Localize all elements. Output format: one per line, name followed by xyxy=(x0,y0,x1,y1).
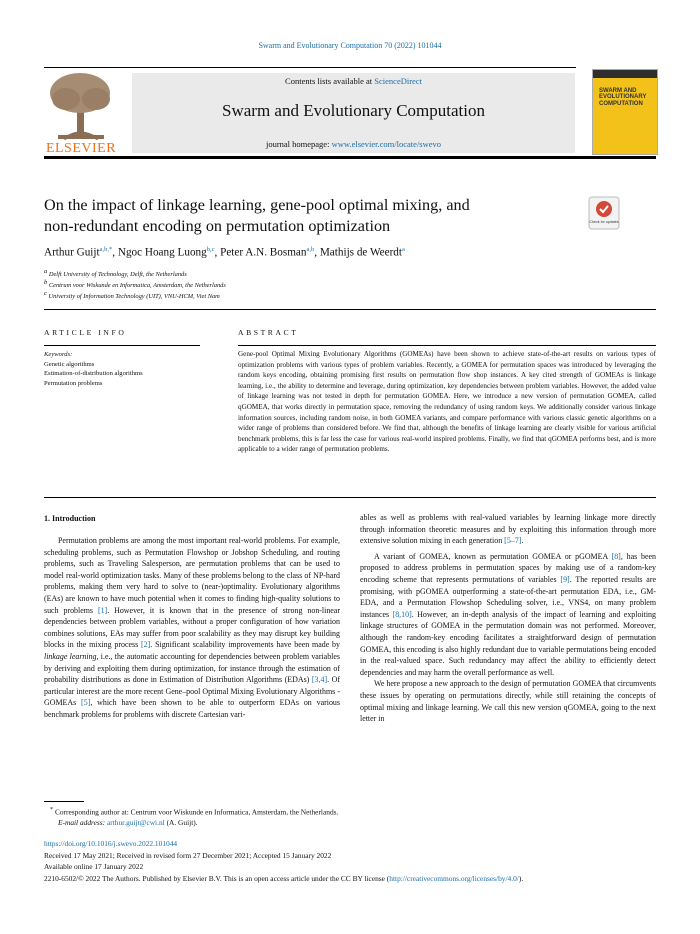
reference-link[interactable]: [3,4] xyxy=(311,675,328,685)
affiliation-text: Delft University of Technology, Delft, the Netherlands xyxy=(48,271,187,279)
text-run: . However, an in-depth analysis of the impact of learning and exploiting linkage structures of GOMEA in the permutation domain was not performed. Moreover, although the random-key encoding facilitates a straightforward design of permutation GOMEA, this encoding is also highly redundant due to variable permutations being encoded in the real-valued space. Such redundancy may affect the ability to efficiently detect dependencies and may harm the overall performance as well. xyxy=(360,609,656,677)
author-list xyxy=(44,246,604,259)
affiliation-mark: a xyxy=(44,268,48,275)
keyword: Estimation-of-distribution algorithms xyxy=(44,370,143,378)
cover-band xyxy=(593,70,657,78)
cover-title: SWARM AND EVOLUTIONARY COMPUTATION xyxy=(599,88,647,107)
author-affil-mark[interactable]: a,b xyxy=(306,246,315,253)
affiliation-text: Centrum voor Wiskunde en Informatica, Amsterdam, the Netherlands xyxy=(48,282,226,290)
corresponding-author-note: Corresponding author at: Centrum voor Wiskunde en Informatica, Amsterdam, the Netherlands. xyxy=(54,807,339,817)
keywords-label: Keywords: xyxy=(44,351,73,358)
title-line-2: non-redundant encoding on permutation optimization xyxy=(44,217,391,235)
footnote-rule xyxy=(44,801,84,802)
author-affil-mark[interactable]: b,c xyxy=(206,246,215,253)
reference-link[interactable]: [8,10] xyxy=(392,609,412,619)
email-suffix: (A. Guijt). xyxy=(164,818,198,828)
affiliation-text: University of Information Technology (UIT), VNU-HCM, Viet Nam xyxy=(48,293,220,301)
check-for-updates-label: Check for updates xyxy=(589,220,619,224)
paragraph: We here propose a new approach to the design of permutation GOMEA that circumvents these issues by operating on permutations directly, while still retaining the concepts of optimal mixing and linkage learning. We call this new version qGOMEA, going to the next letter in xyxy=(360,679,656,724)
license-link[interactable]: http://creativecommons.org/licenses/by/4.0/ xyxy=(389,873,519,883)
author-name[interactable]: Arthur Guijt xyxy=(44,246,100,259)
keyword: Genetic algorithms xyxy=(44,360,95,368)
publisher-logo-text: ELSEVIER xyxy=(45,141,117,156)
text-run: ables as well as problems with real-valued variables by learning linkage more directly through information theoretic measures and by exploiting this information through more extensive solution mixing in each generation xyxy=(360,513,656,546)
author-affil-mark[interactable]: a,b,* xyxy=(99,246,113,253)
divider xyxy=(44,309,656,310)
author-sep: , xyxy=(112,246,118,259)
available-online: Available online 17 January 2022 xyxy=(44,862,144,871)
reference-link[interactable]: [5–7] xyxy=(504,536,522,546)
doi-link[interactable]: https://doi.org/10.1016/j.swevo.2022.101044 xyxy=(44,839,178,848)
text-run: , which have been shown to be able to outperform EDAs on various benchmark problems for problems with discrete Cartesian vari- xyxy=(44,698,340,719)
author-name[interactable]: Mathijs de Weerdt xyxy=(319,246,403,259)
keywords-block xyxy=(44,350,204,388)
author-sep: , xyxy=(214,246,221,259)
text-run: Permutation problems are among the most important real-world problems. For example, scheduling problems, such as Permutation Flowshop or Jobshop Scheduling, and routing problems, such as Traveling Salesperson, are permutation problems that can be used to model real-world optimization tasks. Many of these problems belong to the class of NP-hard problems, making them very hard to solve to (near-)optimality. Evolutionary algorithms (EAs) are known to have much potential when it comes to finding high-quality solutions to such problems xyxy=(44,536,340,615)
affiliation-mark: b xyxy=(44,279,48,286)
reference-link[interactable]: [8] xyxy=(611,551,621,561)
header-rule-bottom xyxy=(44,156,656,159)
license-suffix: ). xyxy=(518,873,524,883)
footnote-mark: * xyxy=(50,807,54,813)
reference-link[interactable]: [5] xyxy=(81,698,91,708)
text-run: , i.e., the automatic accounting for dependencies between problem variables by deriving and exploiting them during optimization, for instance through the estimation of probability distributions as done in Estimation of Distribution Algorithms (EDAs) xyxy=(44,651,340,685)
affiliation xyxy=(44,290,644,300)
paragraph xyxy=(360,512,656,547)
journal-citation[interactable]: Swarm and Evolutionary Computation 70 (2022) 101044 xyxy=(258,41,442,50)
section-heading-introduction: 1. Introduction xyxy=(44,514,96,523)
text-run: . Of particular interest are the more recent Gene–pool Optimal Mixing Evolutionary Algorithms - GOMEAs xyxy=(44,675,340,708)
right-column xyxy=(360,512,656,725)
divider xyxy=(44,497,656,498)
footnote xyxy=(50,805,650,828)
affiliation xyxy=(44,268,644,278)
journal-cover-thumbnail[interactable] xyxy=(592,69,658,155)
journal-title: Swarm and Evolutionary Computation xyxy=(222,101,485,120)
article-title xyxy=(44,195,564,237)
license-text: 2210-6502/© 2022 The Authors. Published by Elsevier B.V. This is an open access article under the CC BY license ( xyxy=(44,873,390,883)
text-run: . The reported results are promising, with pGOMEA outperforming a state-of-the-art permutation EDA, i.e., GM-EDA, and a Permutation Flowshop Scheduling solver, i.e., VNS4, on many problem instances xyxy=(360,574,656,619)
paragraph xyxy=(44,535,340,721)
email-label: E-mail address: xyxy=(58,818,107,828)
divider xyxy=(238,345,656,346)
text-run: . However, it is known that in the presence of strong non-linear dependencies between problem variables, without a proper configuration of how variation combines solutions, EAs may suffer from poor scalability as they may disrupt key building blocks in the mixing process xyxy=(44,605,340,650)
contents-line xyxy=(132,76,575,86)
keyword: Permutation problems xyxy=(44,379,103,387)
check-for-updates-button[interactable] xyxy=(588,196,620,230)
author-name[interactable]: Peter A.N. Bosman xyxy=(220,246,307,259)
emphasis: linkage learning xyxy=(44,651,97,661)
text-run: . xyxy=(521,536,524,546)
left-column xyxy=(44,535,340,721)
paragraph xyxy=(360,551,656,679)
reference-link[interactable]: [1] xyxy=(97,605,108,615)
title-line-1: On the impact of linkage learning, gene-pool optimal mixing, and xyxy=(44,196,470,214)
abstract-text: Gene-pool Optimal Mixing Evolutionary Algorithms (GOMEAs) have been shown to achieve state-of-the-art results on various types of optimization problems with various types of problem variables. Recently, a GOMEA for permutation spaces was introduced by leveraging the random keys encoding, obtaining promising first results on permutation flow shop instances. A key cited strength of GOMEAs is linkage learning, i.e., the ability to determine and leverage, during optimization, key dependencies between problem variables. However, the added value of linkage learning was not tested in depth for permutation GOMEA. Here, we introduce a new version of permutation GOMEA, called qGOMEA, that works directly in permutation space, removing the redundancy of using random keys. We additionally consider various linkage information sources, including random noise, in both GOMEA variants, and compare performance with various classic genetic algorithms on a wider range of problems than considered before. We find that, although the benefits of linkage learning are clearly visible for various artificial benchmark problems, this is far less the case for various real-world inspired problems. Finally, we find that qGOMEA performs best, and is more applicable to a wider range of permutation problems. xyxy=(238,350,656,454)
homepage-prefix: journal homepage: xyxy=(265,139,332,149)
affiliation-mark: c xyxy=(44,290,47,297)
received-dates: Received 17 May 2021; Received in revised form 27 December 2021; Accepted 15 January 2022 xyxy=(44,850,332,860)
journal-homepage-line xyxy=(132,139,575,149)
abstract-heading: ABSTRACT xyxy=(238,328,299,337)
email-link[interactable]: arthur.guijt@cwi.nl xyxy=(107,818,165,828)
reference-link[interactable]: [2] xyxy=(141,640,151,650)
article-info-heading: ARTICLE INFO xyxy=(44,328,127,337)
affiliation xyxy=(44,279,644,289)
elsevier-logo[interactable] xyxy=(44,69,118,155)
author-sep: , xyxy=(314,246,320,259)
divider xyxy=(44,345,200,346)
text-run: . Significant scalability improvements have been made by xyxy=(150,640,340,650)
text-run: , has been proposed to address problems in permutation spaces by making use of a random-key encoding scheme that represents permutations of variables xyxy=(360,551,656,584)
sciencedirect-link[interactable]: ScienceDirect xyxy=(374,76,422,86)
homepage-link[interactable]: www.elsevier.com/locate/swevo xyxy=(331,139,442,149)
header-rule-top xyxy=(44,67,576,68)
reference-link[interactable]: [9] xyxy=(560,574,570,584)
check-for-updates-icon xyxy=(588,196,620,230)
author-name[interactable]: Ngoc Hoang Luong xyxy=(117,246,207,259)
contents-prefix: Contents lists available at xyxy=(285,76,375,86)
publication-info xyxy=(44,838,664,884)
author-affil-mark[interactable]: a xyxy=(402,246,405,253)
text-run: A variant of GOMEA, known as permutation GOMEA or pGOMEA xyxy=(374,551,612,561)
